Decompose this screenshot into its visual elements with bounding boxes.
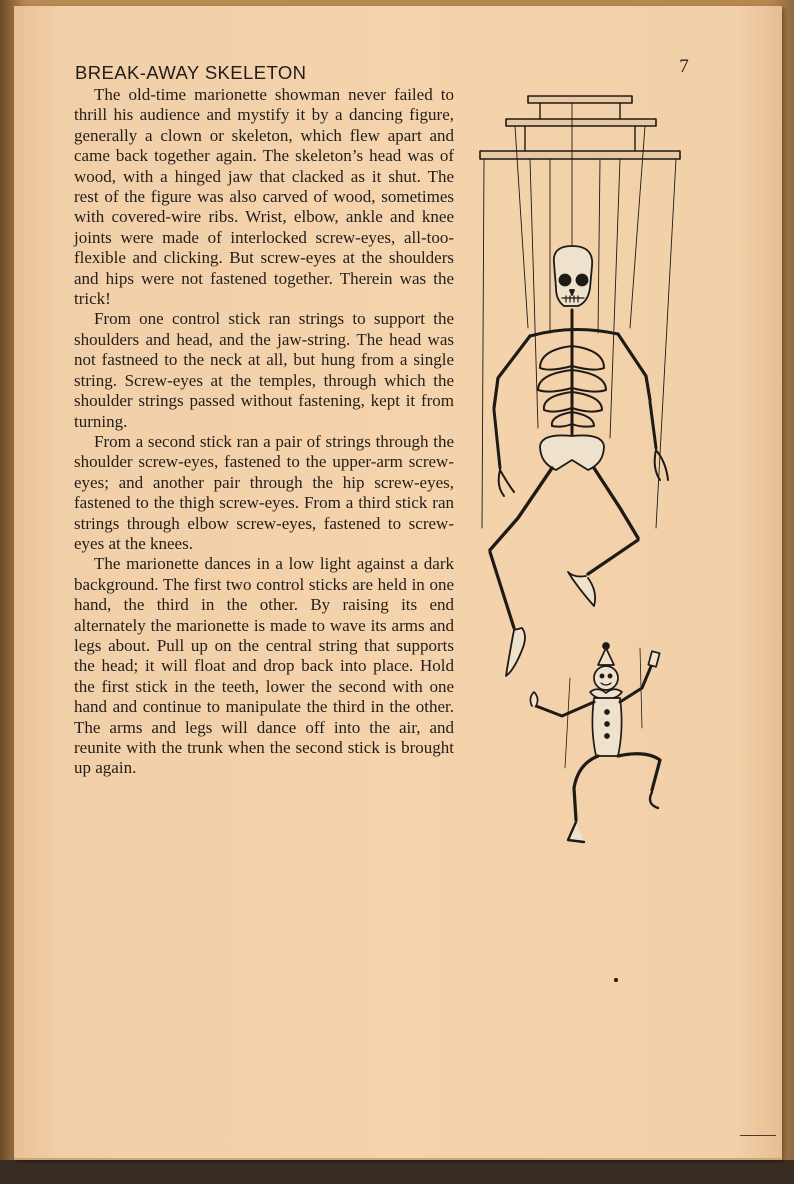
skeleton-marionette-illustration xyxy=(490,246,668,676)
marionette-illustration xyxy=(470,88,690,858)
control-sticks-icon xyxy=(480,96,680,159)
paragraph: The old-time marionette showman never failed to thrill his audience and mystify it by a dancing figure, generally a clown or skeleton, which flew apart and came back together again. The skeleton’s head was of wood, with a hinged jaw that clacked as it shut. The rest of the figure was also carved of wood, sometimes with covered-wire ribs. Wrist, elbow, ankle and knee joints were made of interlocked screw-eyes, all-too-flexible and clicking. But screw-eyes at the shoulders and hips were not fastened together. Therein was the trick! xyxy=(74,85,454,309)
article-body xyxy=(74,85,454,779)
clown-marionette-illustration xyxy=(530,643,660,842)
ink-speck xyxy=(614,978,618,982)
paragraph: From a second stick ran a pair of strings through the shoulder screw-eyes, fastened to the upper-arm screw-eyes; and another pair through the hip screw-eyes, fastened to the thigh screw-eyes. From a third stick ran strings through elbow screw-eyes, fastened to screw-eyes at the knees. xyxy=(74,431,454,553)
paragraph: The marionette dances in a low light against a dark background. The first two control sticks are held in one hand, the third in the other. By raising its end alternately the marionette is made to wave its arms and legs about. Pull up on the central string that supports the head; it will float and drop back into place. Hold the first stick in the teeth, lower the second with one hand and continue to manipulate the third in the other. The arms and legs will dance off into the air, and reunite with the trunk when the second stick is brought up again. xyxy=(74,554,454,778)
page-edge-mark xyxy=(740,1135,776,1136)
paragraph: From one control stick ran strings to support the shoulders and head, and the jaw-string. The head was not fastneed to the neck at all, but hung from a single string. Screw-eyes at the temples, through which the shoulder strings passed without fastening, kept it from turning. xyxy=(74,309,454,431)
page-number: 7 xyxy=(679,56,689,77)
page-title: BREAK-AWAY SKELETON xyxy=(75,62,307,83)
bottom-strip xyxy=(0,1160,794,1184)
